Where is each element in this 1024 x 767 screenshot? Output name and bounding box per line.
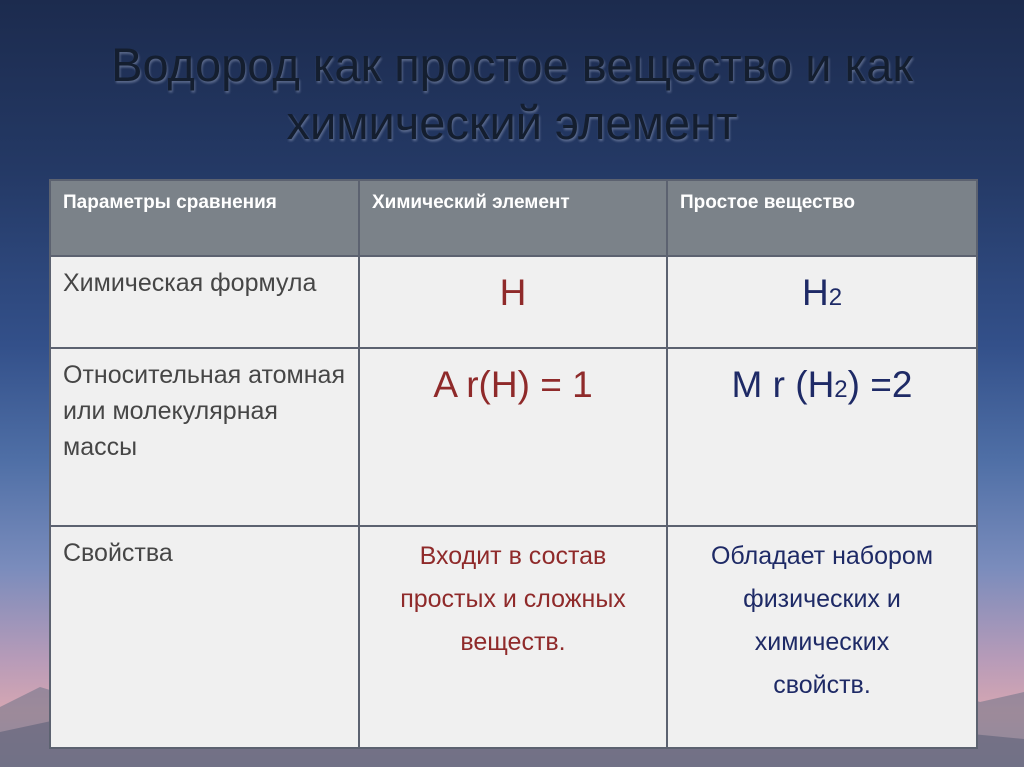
substance-mass-subscript: 2 — [834, 376, 848, 403]
row-param-formula: Химическая формула — [50, 256, 359, 348]
table-row — [50, 348, 977, 526]
element-mass: A r(H) = 1 — [359, 348, 667, 526]
element-formula: H — [359, 256, 667, 348]
substance-formula-subscript: 2 — [828, 284, 843, 311]
row-param-mass: Относительная атомная или молекулярная массы — [50, 348, 359, 526]
table-row — [50, 526, 977, 748]
header-simple-substance: Простое вещество — [667, 180, 977, 256]
row-param-properties: Свойства — [50, 526, 359, 748]
substance-mass — [667, 348, 977, 526]
header-parameters: Параметры сравнения — [50, 180, 359, 256]
substance-formula-main: H — [801, 272, 829, 313]
element-properties: Входит в состав простых и сложных веществ. — [359, 526, 667, 748]
slide-title: Водород как простое вещество и как химический элемент — [111, 38, 913, 149]
header-chemical-element: Химический элемент — [359, 180, 667, 256]
table-header-row — [50, 180, 977, 256]
substance-properties: Обладает набором физических и химических свойств. — [667, 526, 977, 748]
substance-formula — [667, 256, 977, 348]
substance-mass-post: ) =2 — [847, 364, 913, 405]
table-row — [50, 256, 977, 348]
comparison-table — [49, 179, 976, 749]
substance-mass-pre: M r (H — [731, 364, 835, 405]
